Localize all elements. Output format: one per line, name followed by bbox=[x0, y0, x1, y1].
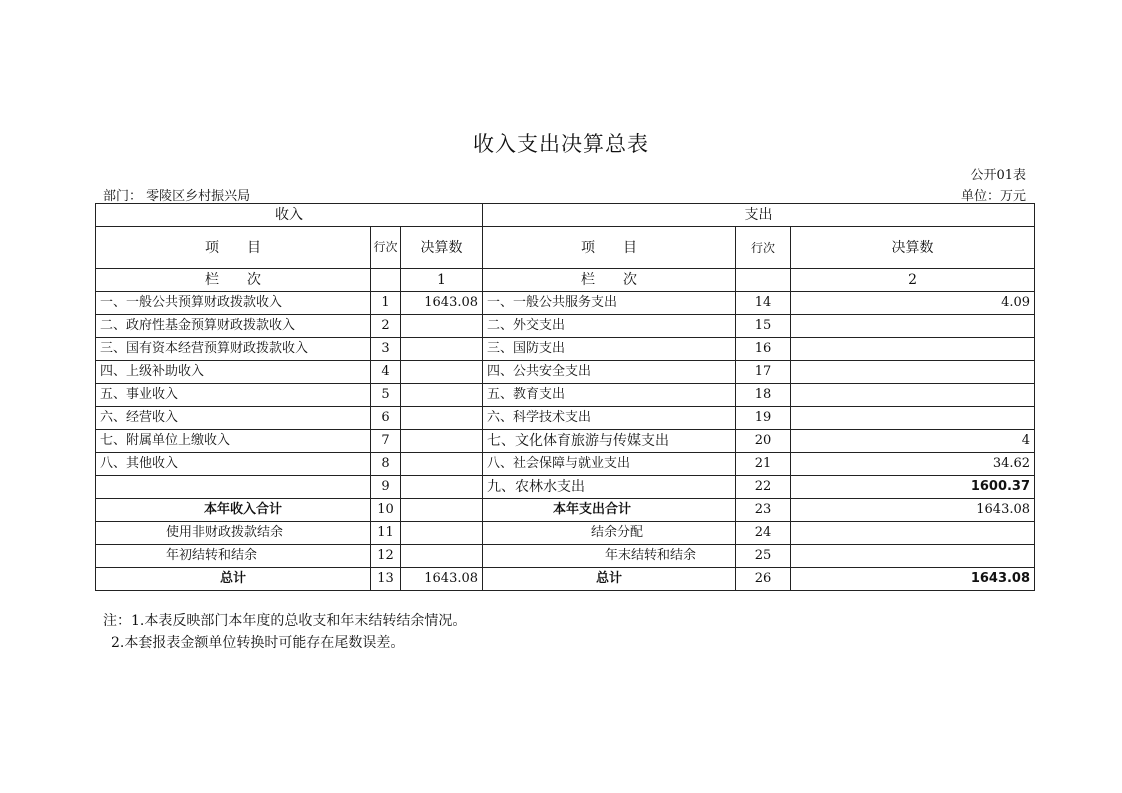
income-row-no: 12 bbox=[371, 545, 401, 568]
income-value bbox=[401, 338, 483, 361]
income-item: 使用非财政拨款结余 bbox=[96, 522, 371, 545]
income-section-header: 收入 bbox=[96, 204, 483, 227]
expense-item: 结余分配 bbox=[483, 522, 736, 545]
expense-item: 年末结转和结余 bbox=[483, 545, 736, 568]
income-value bbox=[401, 407, 483, 430]
income-item: 五、事业收入 bbox=[96, 384, 371, 407]
expense-value: 1643.08 bbox=[791, 499, 1035, 522]
expense-value bbox=[791, 338, 1035, 361]
income-value bbox=[401, 430, 483, 453]
expense-row-no: 16 bbox=[736, 338, 791, 361]
expense-item: 七、文化体育旅游与传媒支出 bbox=[483, 430, 736, 453]
income-row-no: 1 bbox=[371, 292, 401, 315]
expense-row-no-header: 行次 bbox=[736, 227, 791, 269]
income-item: 三、国有资本经营预算财政拨款收入 bbox=[96, 338, 371, 361]
expense-amount-header: 决算数 bbox=[791, 227, 1035, 269]
expense-value: 1643.08 bbox=[791, 568, 1035, 591]
expense-item: 本年支出合计 bbox=[483, 499, 736, 522]
table-row-total bbox=[96, 568, 1035, 591]
income-value bbox=[401, 453, 483, 476]
income-expense-table bbox=[95, 203, 1035, 591]
expense-row-no: 17 bbox=[736, 361, 791, 384]
income-row-no: 3 bbox=[371, 338, 401, 361]
income-row-no-header: 行次 bbox=[371, 227, 401, 269]
expense-row-no: 14 bbox=[736, 292, 791, 315]
income-value bbox=[401, 499, 483, 522]
table-row bbox=[96, 315, 1035, 338]
income-row-no: 9 bbox=[371, 476, 401, 499]
table-row bbox=[96, 522, 1035, 545]
income-value bbox=[401, 315, 483, 338]
expense-row-no: 25 bbox=[736, 545, 791, 568]
income-item: 一、一般公共预算财政拨款收入 bbox=[96, 292, 371, 315]
expense-row-no: 26 bbox=[736, 568, 791, 591]
expense-item: 五、教育支出 bbox=[483, 384, 736, 407]
expense-item: 二、外交支出 bbox=[483, 315, 736, 338]
table-row bbox=[96, 545, 1035, 568]
expense-row-no: 24 bbox=[736, 522, 791, 545]
table-row bbox=[96, 407, 1035, 430]
department-label: 部门： 零陵区乡村振兴局 bbox=[103, 189, 251, 204]
note-2: 2.本套报表金额单位转换时可能存在尾数误差。 bbox=[111, 635, 405, 651]
page-title: 收入支出决算总表 bbox=[473, 132, 649, 156]
expense-item: 三、国防支出 bbox=[483, 338, 736, 361]
income-item: 二、政府性基金预算财政拨款收入 bbox=[96, 315, 371, 338]
income-item: 七、附属单位上缴收入 bbox=[96, 430, 371, 453]
expense-value bbox=[791, 407, 1035, 430]
income-value bbox=[401, 522, 483, 545]
income-row-no: 2 bbox=[371, 315, 401, 338]
table-row bbox=[96, 338, 1035, 361]
income-item: 四、上级补助收入 bbox=[96, 361, 371, 384]
expense-row-no: 19 bbox=[736, 407, 791, 430]
expense-row-no: 23 bbox=[736, 499, 791, 522]
table-row bbox=[96, 476, 1035, 499]
income-column-label: 栏 次 bbox=[96, 269, 371, 292]
table-code: 公开01表 bbox=[970, 168, 1026, 183]
income-item: 年初结转和结余 bbox=[96, 545, 371, 568]
income-item: 六、经营收入 bbox=[96, 407, 371, 430]
expense-value: 4 bbox=[791, 430, 1035, 453]
income-value: 1643.08 bbox=[401, 568, 483, 591]
expense-row-no: 22 bbox=[736, 476, 791, 499]
expense-item: 九、农林水支出 bbox=[483, 476, 736, 499]
income-value bbox=[401, 384, 483, 407]
expense-value bbox=[791, 315, 1035, 338]
income-value bbox=[401, 361, 483, 384]
income-row-no: 13 bbox=[371, 568, 401, 591]
expense-value: 4.09 bbox=[791, 292, 1035, 315]
table-row bbox=[96, 453, 1035, 476]
unit-label: 单位：万元 bbox=[960, 189, 1026, 204]
expense-column-number: 2 bbox=[791, 269, 1035, 292]
income-item: 总计 bbox=[96, 568, 371, 591]
expense-item: 四、公共安全支出 bbox=[483, 361, 736, 384]
income-item: 本年收入合计 bbox=[96, 499, 371, 522]
table-row bbox=[96, 292, 1035, 315]
expense-value bbox=[791, 384, 1035, 407]
income-value bbox=[401, 476, 483, 499]
expense-item: 六、科学技术支出 bbox=[483, 407, 736, 430]
income-column-number: 1 bbox=[401, 269, 483, 292]
income-row-no: 5 bbox=[371, 384, 401, 407]
expense-row-no: 18 bbox=[736, 384, 791, 407]
expense-item: 一、一般公共服务支出 bbox=[483, 292, 736, 315]
income-value: 1643.08 bbox=[401, 292, 483, 315]
expense-row-no: 15 bbox=[736, 315, 791, 338]
income-item: 八、其他收入 bbox=[96, 453, 371, 476]
income-item bbox=[96, 476, 371, 499]
expense-item: 总计 bbox=[483, 568, 736, 591]
expense-section-header: 支出 bbox=[483, 204, 1035, 227]
expense-value: 1600.37 bbox=[791, 476, 1035, 499]
expense-item: 八、社会保障与就业支出 bbox=[483, 453, 736, 476]
header-row-sections bbox=[96, 204, 1035, 227]
income-column-blank bbox=[371, 269, 401, 292]
expense-value bbox=[791, 361, 1035, 384]
table-row bbox=[96, 384, 1035, 407]
income-row-no: 4 bbox=[371, 361, 401, 384]
table-row bbox=[96, 430, 1035, 453]
expense-value bbox=[791, 545, 1035, 568]
income-amount-header: 决算数 bbox=[401, 227, 483, 269]
expense-item-header: 项 目 bbox=[483, 227, 736, 269]
header-row-columns bbox=[96, 227, 1035, 269]
note-1: 注：1.本表反映部门本年度的总收支和年末结转结余情况。 bbox=[103, 613, 467, 629]
table-row-subtotal bbox=[96, 499, 1035, 522]
expense-value: 34.62 bbox=[791, 453, 1035, 476]
income-row-no: 7 bbox=[371, 430, 401, 453]
income-item-header: 项 目 bbox=[96, 227, 371, 269]
income-row-no: 8 bbox=[371, 453, 401, 476]
income-value bbox=[401, 545, 483, 568]
expense-row-no: 20 bbox=[736, 430, 791, 453]
header-row-column-numbers bbox=[96, 269, 1035, 292]
income-row-no: 10 bbox=[371, 499, 401, 522]
notes bbox=[103, 610, 466, 654]
income-row-no: 11 bbox=[371, 522, 401, 545]
expense-value bbox=[791, 522, 1035, 545]
expense-column-blank bbox=[736, 269, 791, 292]
expense-row-no: 21 bbox=[736, 453, 791, 476]
table-row bbox=[96, 361, 1035, 384]
expense-column-label: 栏 次 bbox=[483, 269, 736, 292]
income-row-no: 6 bbox=[371, 407, 401, 430]
